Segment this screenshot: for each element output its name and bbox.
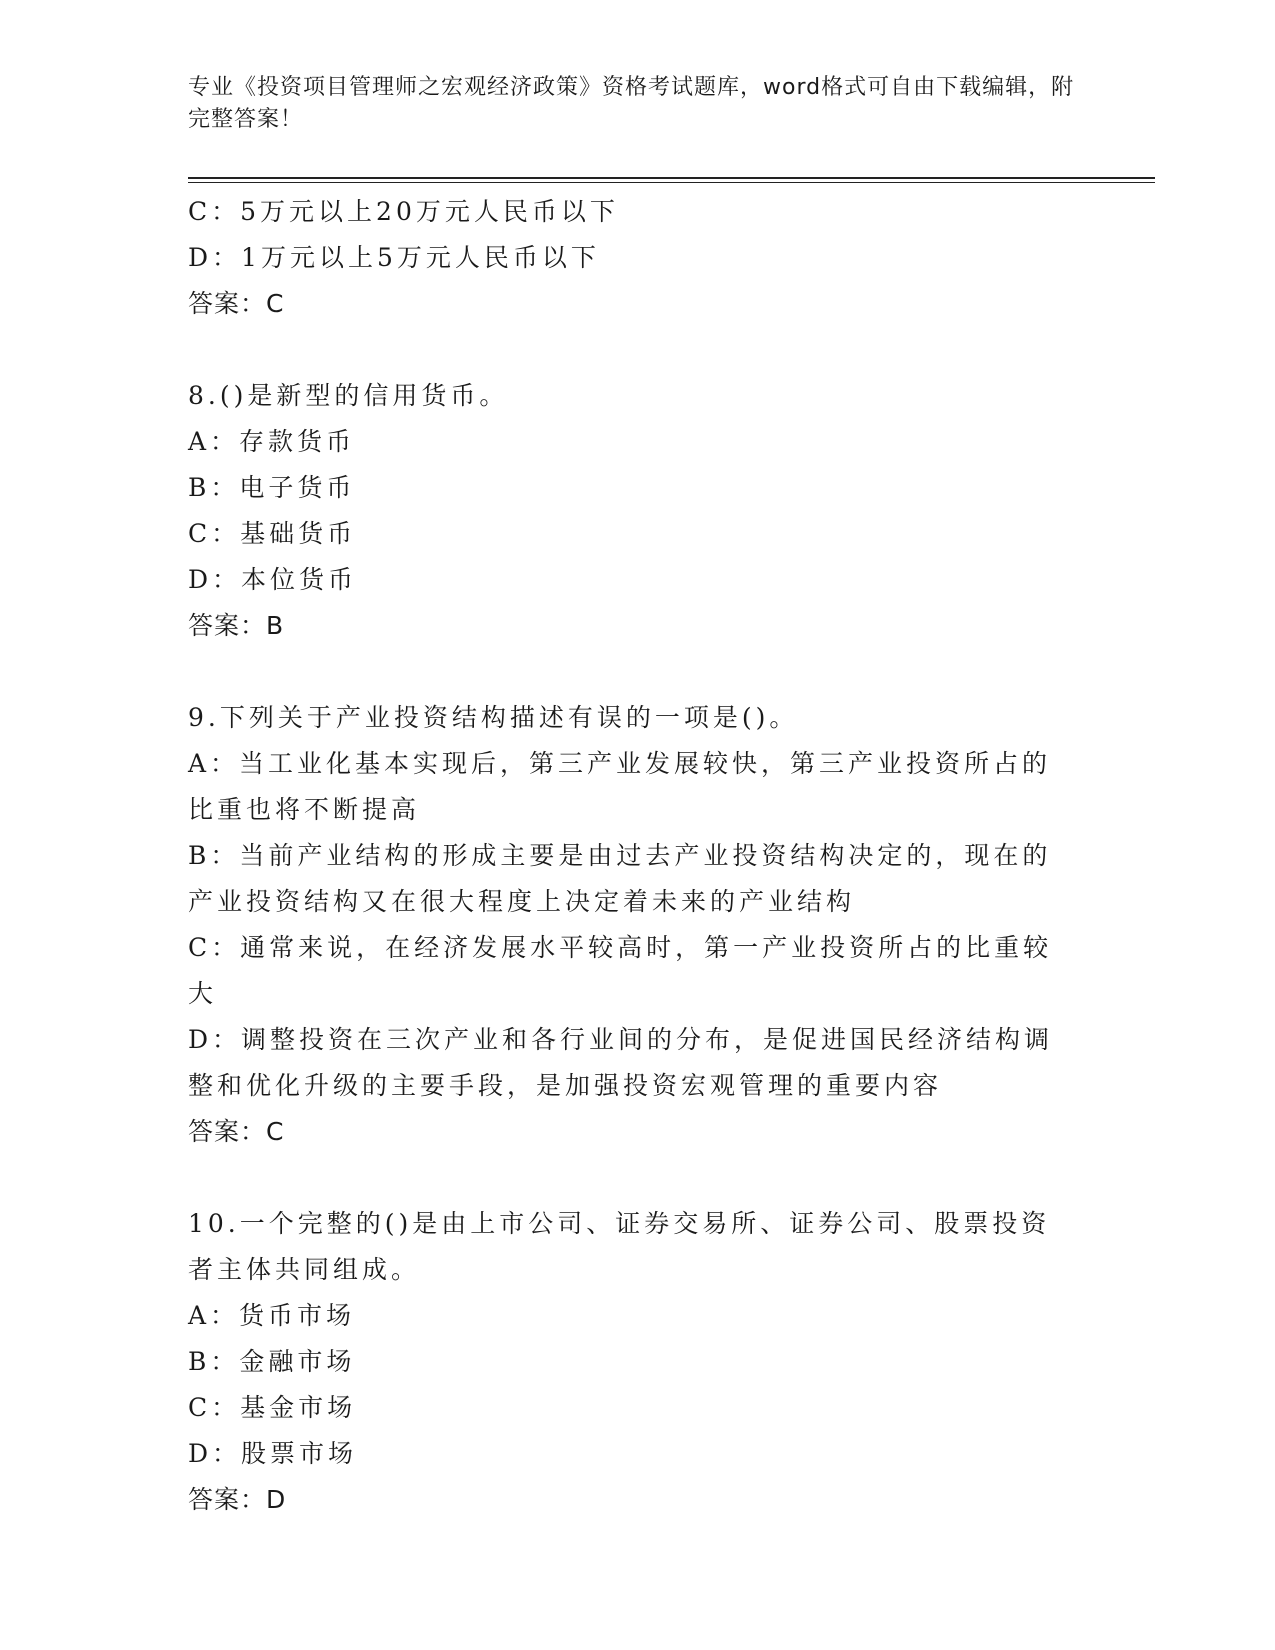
question-block-9 [188,695,1078,1155]
answer: 答案：C [188,289,285,318]
header-divider-thin [188,182,1155,183]
option-b: B：当前产业结构的形成主要是由过去产业投资结构决定的，现在的产业投资结构又在很大程度上决定着未来的产业结构 [188,841,1052,916]
question-stem: 8.()是新型的信用货币。 [188,381,509,410]
option-a: A：货币市场 [188,1301,356,1330]
option-b: B：电子货币 [188,473,356,502]
question-list [188,189,1078,1523]
document-header [188,72,1078,136]
answer: 答案：D [188,1485,287,1514]
answer: 答案：B [188,611,285,640]
option-a: A：存款货币 [188,427,356,456]
spacer [188,649,1078,695]
option-c: C：5万元以上20万元人民币以下 [188,197,619,226]
header-divider [188,177,1155,179]
option-a: A：当工业化基本实现后，第三产业发展较快，第三产业投资所占的比重也将不断提高 [188,749,1052,824]
answer: 答案：C [188,1117,285,1146]
option-c: C：基础货币 [188,519,357,548]
question-block-7 [188,189,1078,327]
question-block-8 [188,373,1078,649]
option-b: B：金融市场 [188,1347,356,1376]
question-block-10 [188,1201,1078,1523]
option-d: D：本位货币 [188,565,358,594]
question-stem: 9.下列关于产业投资结构描述有误的一项是()。 [188,703,799,732]
question-stem: 10.一个完整的()是由上市公司、证券交易所、证券公司、股票投资者主体共同组成。 [188,1209,1051,1284]
spacer [188,1155,1078,1201]
header-text: 专业《投资项目管理师之宏观经济政策》资格考试题库，word格式可自由下载编辑，附完整答案！ [188,75,1075,132]
option-c: C：基金市场 [188,1393,357,1422]
spacer [188,327,1078,373]
option-d: D：股票市场 [188,1439,358,1468]
option-c: C：通常来说，在经济发展水平较高时，第一产业投资所占的比重较大 [188,933,1053,1008]
option-d: D：1万元以上5万元人民币以下 [188,243,600,272]
option-d: D：调整投资在三次产业和各行业间的分布，是促进国民经济结构调整和优化升级的主要手段，是加强投资宏观管理的重要内容 [188,1025,1054,1100]
